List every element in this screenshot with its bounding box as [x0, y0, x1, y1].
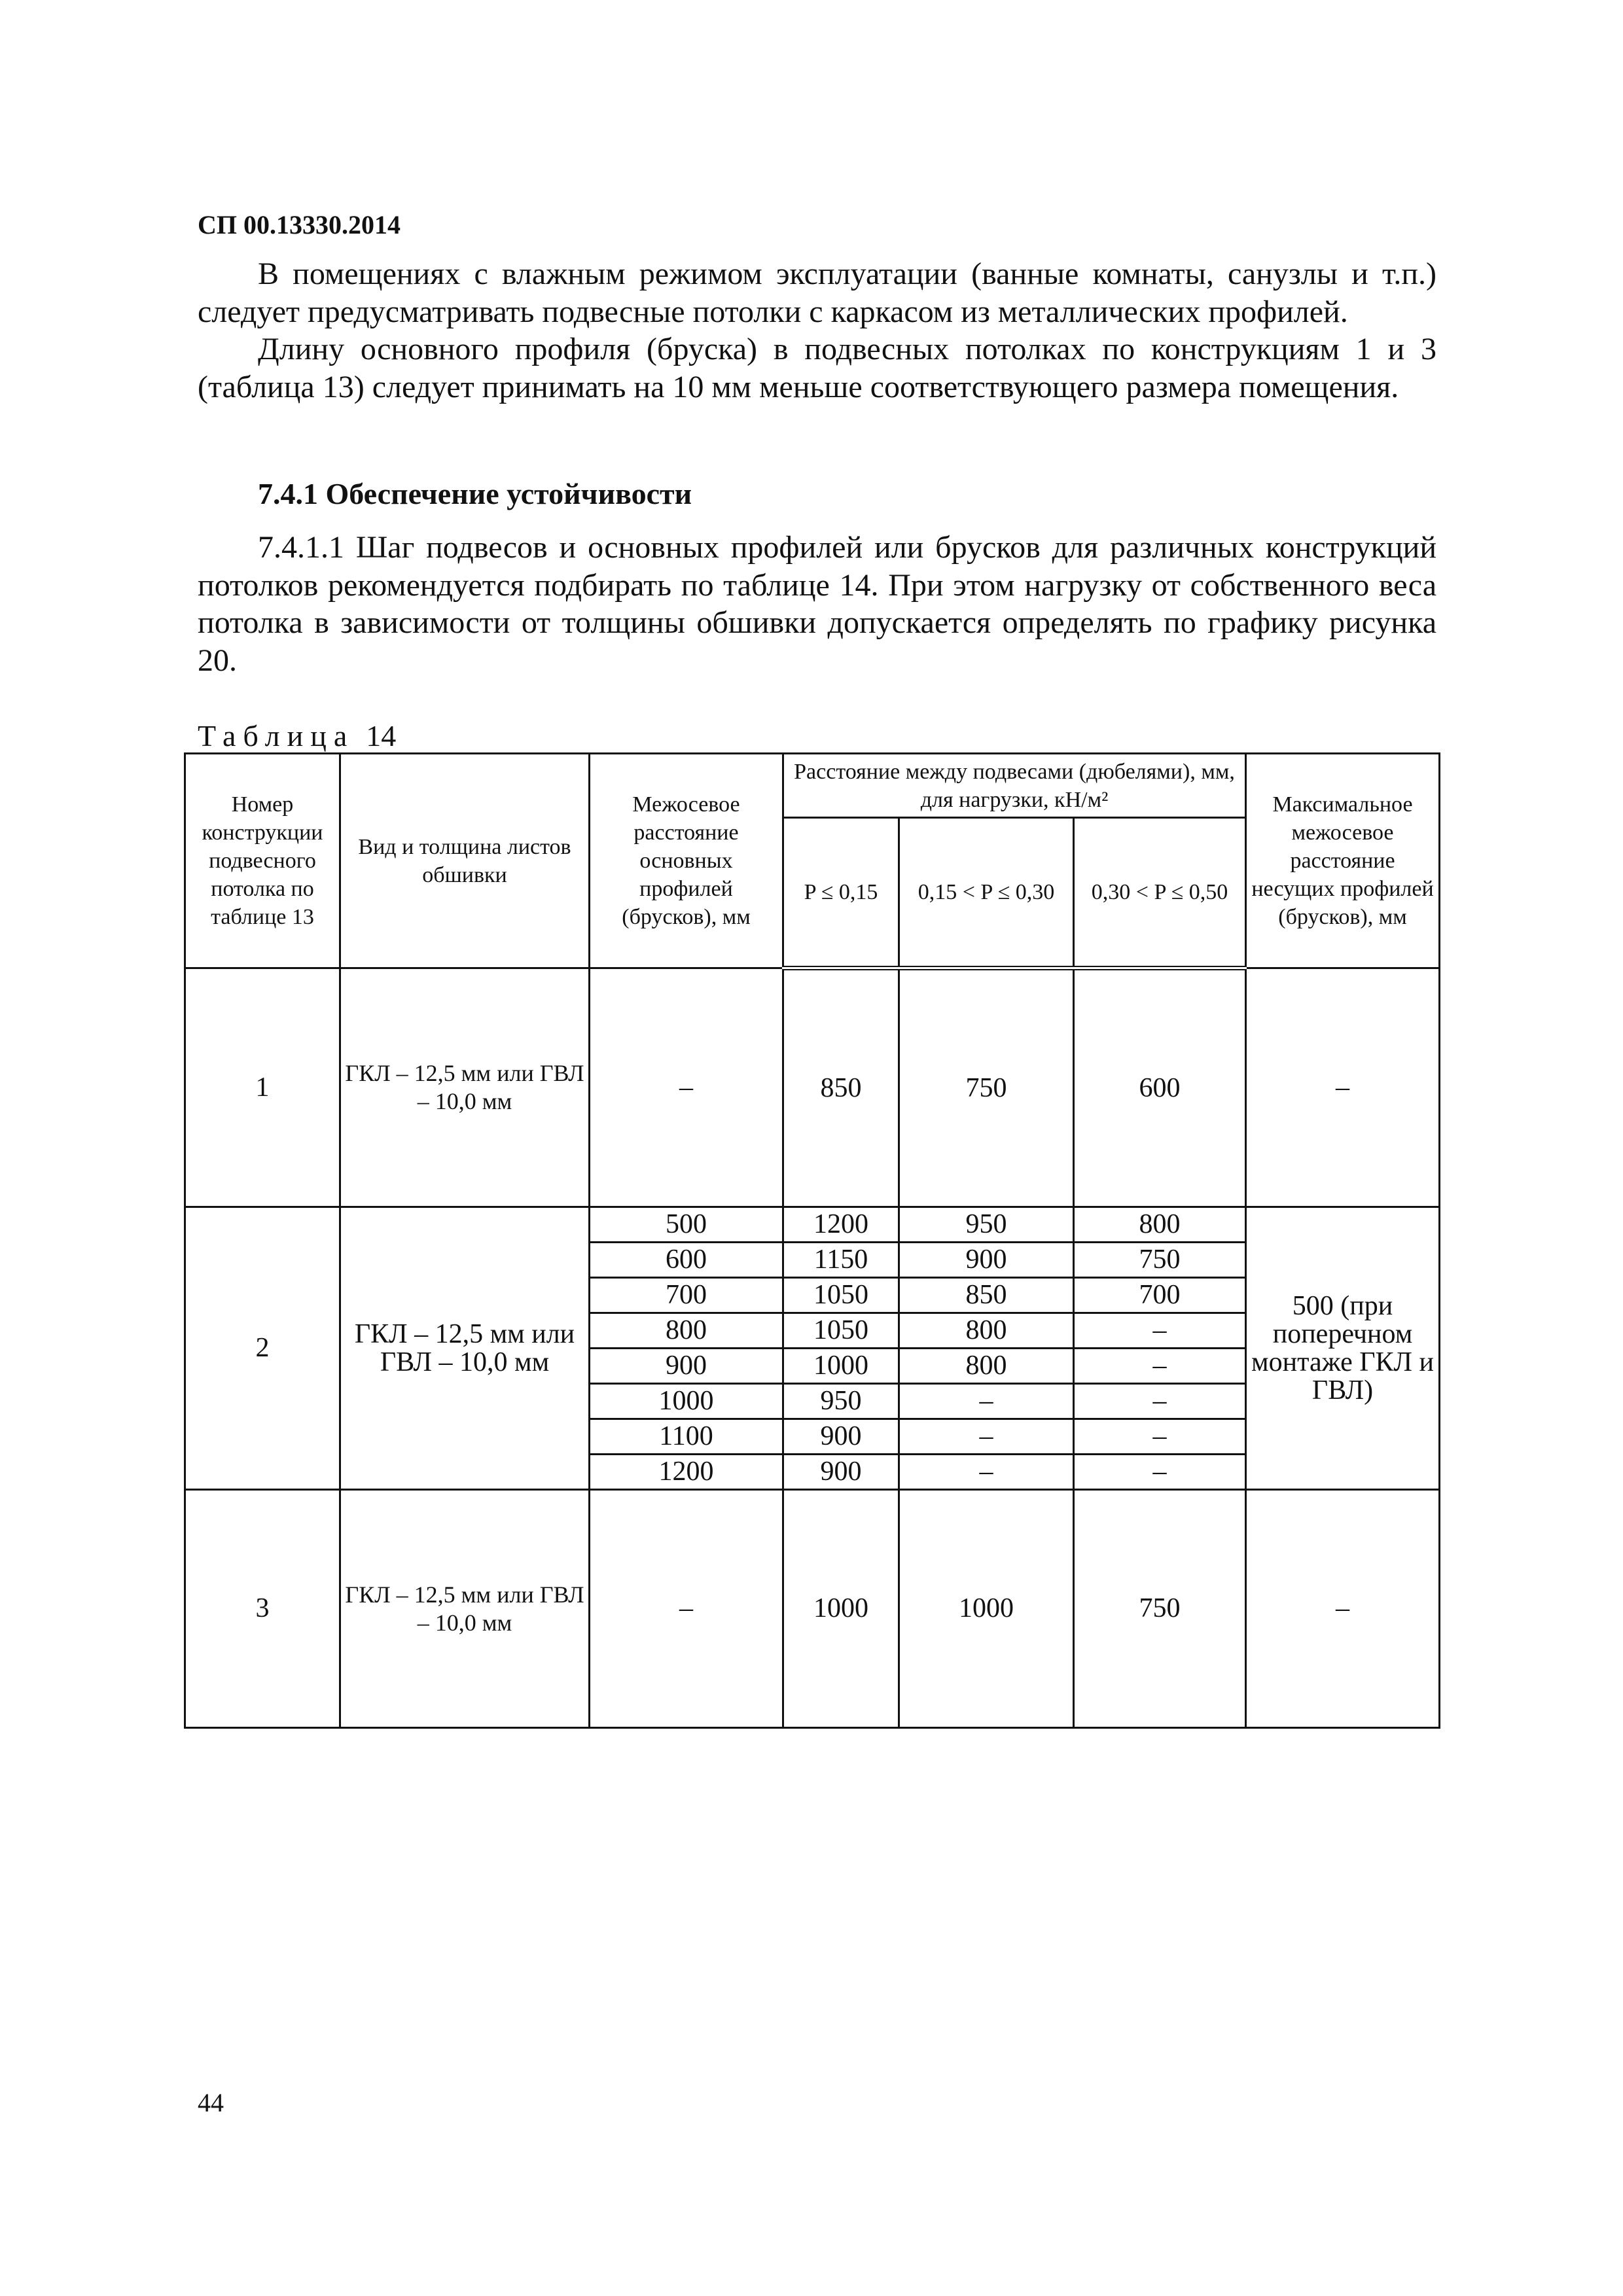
header-distance-group: Расстояние между подвесами (дюбелями), мм, для нагрузки, кН/м²: [783, 754, 1246, 818]
distance-p3: –: [1074, 1349, 1246, 1384]
spacing-value: 1000: [590, 1384, 783, 1419]
distance-p3: –: [1074, 1313, 1246, 1349]
header-load-3: 0,30 < P ≤ 0,50: [1074, 818, 1246, 968]
distance-p2: 900: [899, 1243, 1074, 1278]
distance-p3: 700: [1074, 1278, 1246, 1313]
distance-p1: 900: [783, 1455, 899, 1490]
paragraph: 7.4.1.1 Шаг подвесов и основных профилей или брусков для различных конструкций потолков рекомендуется подбирать по таблице 14. При этом нагрузку от собственного веса потолка в зависимости от толщины обшивки допускается определять по графику рисунка 20.: [198, 530, 1436, 678]
header-construction: Номер конструкции подвесного потолка по таблице 13: [185, 754, 340, 968]
header-load-1: P ≤ 0,15: [783, 818, 899, 968]
distance-p1: 1000: [783, 1490, 899, 1728]
spacing-value: 900: [590, 1349, 783, 1384]
spacing-value: 1100: [590, 1419, 783, 1455]
spacing-value: 700: [590, 1278, 783, 1313]
document-code: СП 00.13330.2014: [198, 210, 401, 239]
table-caption: [198, 718, 396, 753]
construction-number: 1: [185, 968, 340, 1207]
distance-p1: 1000: [783, 1349, 899, 1384]
distance-p2: –: [899, 1419, 1074, 1455]
table-row: [185, 1207, 1440, 1243]
distance-p2: 750: [899, 968, 1074, 1207]
distance-p2: 850: [899, 1278, 1074, 1313]
distance-p1: 1050: [783, 1278, 899, 1313]
spacing-value: 800: [590, 1313, 783, 1349]
spacing-value: –: [590, 968, 783, 1207]
distance-p1: 1150: [783, 1243, 899, 1278]
table-row: [185, 968, 1440, 1207]
spacing-value: 1200: [590, 1455, 783, 1490]
header-load-2: 0,15 < P ≤ 0,30: [899, 818, 1074, 968]
distance-p3: 750: [1074, 1490, 1246, 1728]
distance-p1: 1200: [783, 1207, 899, 1243]
table-row: [185, 1490, 1440, 1728]
page-number: 44: [198, 2088, 224, 2117]
distance-p2: 950: [899, 1207, 1074, 1243]
distance-p3: –: [1074, 1455, 1246, 1490]
distance-p2: –: [899, 1455, 1074, 1490]
paragraph: В помещениях с влажным режимом эксплуатации (ванные комнаты, санузлы и т.п.) следует предусматривать подвесные потолки с каркасом из металлических профилей.: [198, 256, 1436, 329]
distance-p2: 800: [899, 1349, 1074, 1384]
section-text: [198, 529, 1436, 679]
construction-number: 3: [185, 1490, 340, 1728]
sheet-type: ГКЛ – 12,5 мм или ГВЛ – 10,0 мм: [340, 1207, 590, 1490]
spec-table: [184, 752, 1440, 1729]
paragraph: Длину основного профиля (бруска) в подвесных потолках по конструкциям 1 и 3 (таблица 13) следует принимать на 10 мм меньше соответствующего размера помещения.: [198, 332, 1436, 404]
sheet-type: ГКЛ – 12,5 мм или ГВЛ – 10,0 мм: [340, 968, 590, 1207]
table-caption-number: 14: [366, 719, 397, 752]
distance-p3: 800: [1074, 1207, 1246, 1243]
intro-text: [198, 255, 1436, 406]
distance-p3: –: [1074, 1419, 1246, 1455]
spacing-value: 600: [590, 1243, 783, 1278]
sheet-type: ГКЛ – 12,5 мм или ГВЛ – 10,0 мм: [340, 1490, 590, 1728]
spacing-value: –: [590, 1490, 783, 1728]
distance-p2: –: [899, 1384, 1074, 1419]
distance-p1: 900: [783, 1419, 899, 1455]
distance-p1: 850: [783, 968, 899, 1207]
distance-p3: 750: [1074, 1243, 1246, 1278]
table-header-row: [185, 754, 1440, 818]
header-spacing: Межосевое расстояние основных профилей (брусков), мм: [590, 754, 783, 968]
construction-number: 2: [185, 1207, 340, 1490]
distance-p1: 950: [783, 1384, 899, 1419]
distance-p2: 1000: [899, 1490, 1074, 1728]
max-spacing: –: [1246, 968, 1440, 1207]
table-caption-word: Таблица: [198, 719, 355, 752]
distance-p2: 800: [899, 1313, 1074, 1349]
section-heading: 7.4.1 Обеспечение устойчивости: [258, 477, 692, 510]
distance-p3: 600: [1074, 968, 1246, 1207]
header-max: Максимальное межосевое расстояние несущих профилей (брусков), мм: [1246, 754, 1440, 968]
spacing-value: 500: [590, 1207, 783, 1243]
header-sheet: Вид и толщина листов обшивки: [340, 754, 590, 968]
max-spacing: 500 (при поперечном монтаже ГКЛ и ГВЛ): [1246, 1207, 1440, 1490]
distance-p3: –: [1074, 1384, 1246, 1419]
max-spacing: –: [1246, 1490, 1440, 1728]
distance-p1: 1050: [783, 1313, 899, 1349]
